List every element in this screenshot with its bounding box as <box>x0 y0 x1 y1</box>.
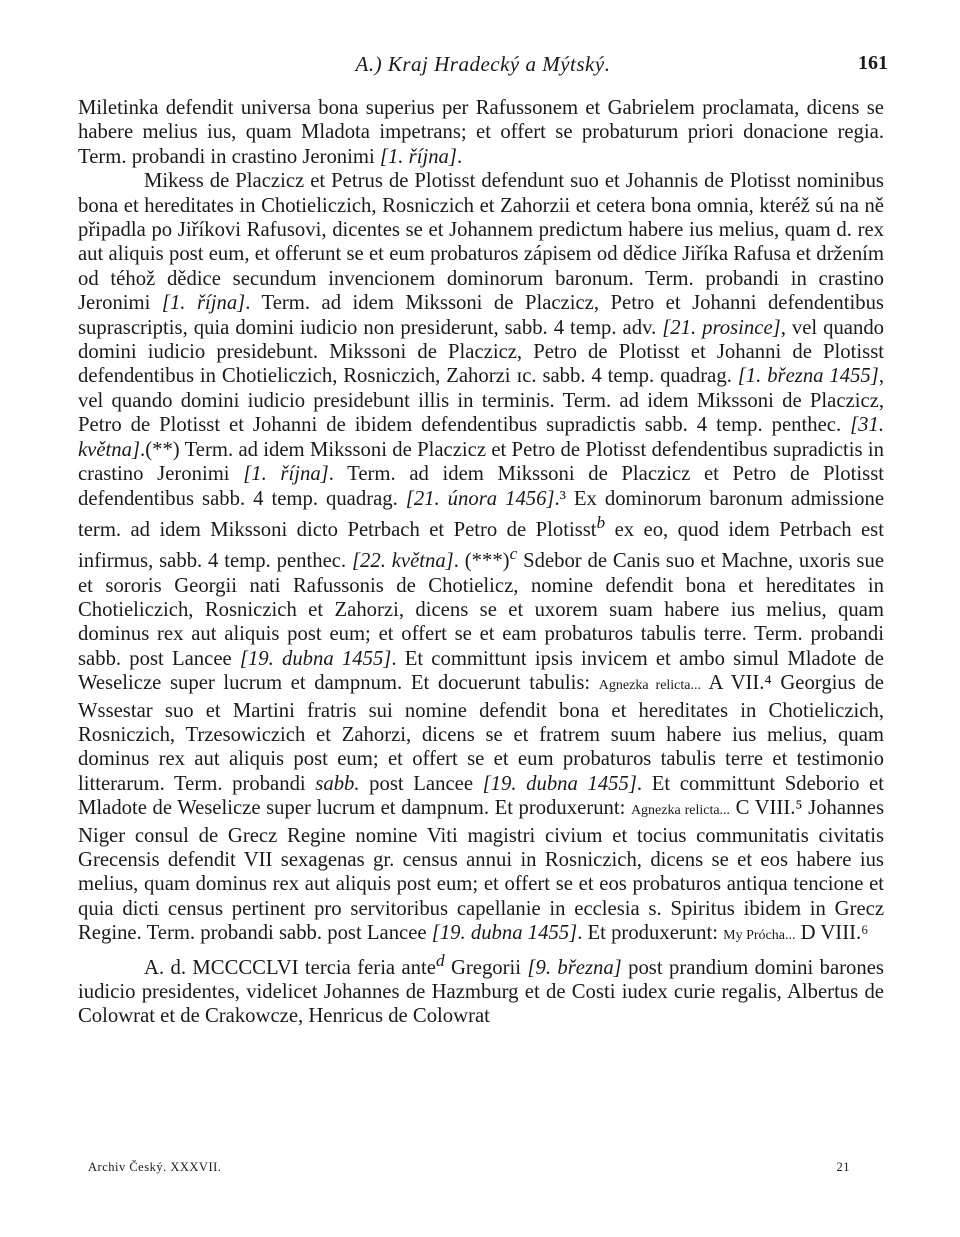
text-run: . <box>456 145 463 168</box>
page-header <box>78 52 888 82</box>
date-annotation: [22. května] <box>351 550 454 573</box>
date-annotation: [1. března 1455] <box>737 365 879 388</box>
date-annotation: [21. prosince] <box>662 316 781 339</box>
date-annotation: [1. října] <box>243 463 329 486</box>
incipit-small: My Prócha... <box>723 928 796 944</box>
date-annotation: [19. dubna 1455] <box>431 922 578 945</box>
footnote-marker: d <box>435 950 445 970</box>
text-run: A. d. MCCCCLVI tercia feria ante <box>144 956 436 979</box>
date-annotation: [1. října] <box>161 292 246 315</box>
text-run: .(**) Term. ad idem Mikssoni de Placzicz et Petro de Plotisst defendentibus supradictis in crastino Jeronimi <box>78 438 884 486</box>
date-annotation: [1. října] <box>379 145 457 168</box>
incipit-small: Agnezka relicta... <box>630 803 731 819</box>
text-run: Sdebor de Canis suo et Machne, uxoris sue et sororis Georgii nati Rafussonis de Chotielicz, nomine defendit bona et hereditates in Chotieliczich, Rosniczich et Zahorzi, dicens se et uxorem suam habere ius melius, quam dominus rex aut aliquis post eum; et offert se et eam probaturos tabulis terre. Term. probandi sabb. post Lancee <box>78 550 884 670</box>
paragraph-miletinka <box>78 96 884 169</box>
running-title: A.) Kraj Hradecký a Mýtský. <box>355 52 611 76</box>
date-annotation: [31. května] <box>78 414 884 461</box>
italic-word: sabb. <box>315 772 360 795</box>
text-run: D VIII.⁶ <box>795 922 869 945</box>
text-run: Miletinka defendit universa bona superius per Rafussonem et Gabrielem proclamata, dicens se habere melius ius, quam Mladota impetrans; et offert se probaturum priori donacione regia. Term. probandi in crastino Jeronimi <box>78 97 884 168</box>
text-run: , vel quando domini iudicio presidebunt illis in terminis. Term. ad idem Mikssoni de Placzicz, Petro de Plotisst et Johanni de ibidem defendentibus supradictis sabb. 4 temp. penthec. <box>78 365 884 437</box>
text-run: . Et committunt ipsis invicem et ambo simul Mladote de Weselicze super lucrum et dampnum. Et docuerunt tabulis: <box>78 647 884 695</box>
text-run: .³ Ex dominorum baronum admissione term. ad idem Mikssoni dicto Petrbach et Petro de Plotisst <box>78 487 885 541</box>
text-run: post prandium domini barones iudicio presidentes, videlicet Johannes de Hazmburg et de Costi iudex curie regalis, Albertus de Colowrat et de Crakowcze, Henricus de Colowrat <box>78 956 884 1028</box>
text-run: A VII.⁴ Georgius de Wssestar suo et Martini fratris sui nomine defendit bona et hereditates in Chotieliczich, Rosniczich, Trzesowiczich et Zahorzi, dicens se et fratrem suum habere ius melius, quam dominus rex aut aliquis post eum; et offert se et eum probaturos tabulis terre et testimonio litterarum. Term. probandi <box>78 672 884 795</box>
date-annotation: [19. dubna 1455] <box>239 647 392 670</box>
footnote-marker: b <box>596 512 606 532</box>
text-run: ex eo, quod idem Petrbach est infirmus, sabb. 4 temp. penthec. <box>78 518 884 573</box>
text-run: Gregorii <box>444 956 528 979</box>
text-run: . Term. ad idem Mikssoni de Placzicz et Petro de Plotisst defendentibus sabb. 4 temp. quadrag. <box>78 463 884 510</box>
footer-source: Archiv Český. XXXVII. <box>88 1160 222 1174</box>
footnote-marker: c <box>509 544 518 564</box>
body-text <box>78 96 884 1029</box>
text-run: . (***) <box>453 550 510 573</box>
text-run: post Lancee <box>359 772 483 795</box>
date-annotation: [9. března] <box>527 956 622 979</box>
paragraph-mikess <box>78 169 884 948</box>
text-run: . Et produxerunt: <box>577 922 724 945</box>
text-run: . Term. ad idem Mikssoni de Placzicz, Petro et Johanni defendentibus suprascriptis, quia domini iudicio non presiderunt, sabb. 4 temp. adv. <box>78 292 884 339</box>
text-run: ɪc. sabb. 4 temp. quadrag. <box>516 365 738 388</box>
page-footer <box>88 1160 850 1182</box>
paragraph-anno-domini <box>78 949 884 1029</box>
date-annotation: [19. dubna 1455] <box>482 772 637 795</box>
text-run: C VIII.⁵ Johannes Niger consul de Grecz Regine nomine Viti magistri civium et tocius communitatis civitatis Grecensis defendit VII sexagenas gr. census annui in Rosniczich, dicens se et eos habere ius melius, quam dominus rex aut aliquis post eum; et offert se et eos probaturos antiqua tencione et quia dicti census pertinent pro servitoribus capellanie in ecclesia s. Spiritus ibidem in Grecz Regine. Term. probandi sabb. post Lancee <box>78 797 884 945</box>
page-number: 161 <box>858 52 888 74</box>
footer-signature: 21 <box>836 1160 850 1174</box>
date-annotation: [21. února 1456] <box>405 487 555 510</box>
text-run: , vel quando domini iudicio presidebunt. Mikssoni de Placzicz, Petro de Plotisst et Johanni de Plotisst defendentibus in Chotieliczich, Rosniczich, Zahorzi <box>78 316 885 388</box>
incipit-small: Agnezka relicta... <box>598 678 701 694</box>
text-run: . Et committunt Sdeborio et Mladote de Weselicze super lucrum et dampnum. Et produxerunt: <box>78 772 884 820</box>
text-run: Mikess de Placzicz et Petrus de Plotisst defendunt suo et Johannis de Plotisst nominibus bona et hereditates in Chotieliczich, Rosniczich et Zahorzii et cetera bona omnia, kteréž sú na ně připadla po Jiříkovi Rafusovi, dicentes se et Johannem predictum habere ius melius, quam d. rex aut aliquis post eum, et offerunt se et eum probaturos zápisem od dědice Jiříka Rafusa et držením od téhož dědice secundum invencionem dominorum baronum. Term. probandi in crastino Jeronimi <box>78 170 884 315</box>
